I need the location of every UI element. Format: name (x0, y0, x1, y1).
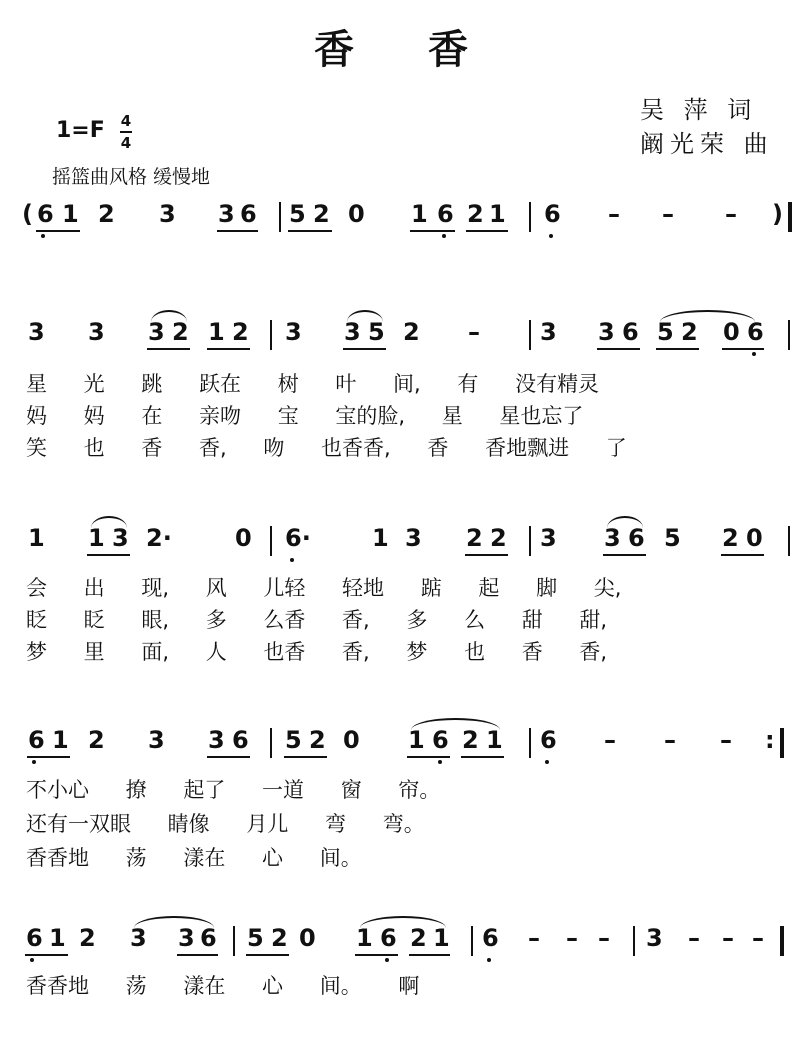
line1-note: 5 (368, 318, 385, 346)
intro-note: 3 (218, 200, 235, 228)
line4-note: 1 (433, 924, 450, 952)
line1-note: 5 (657, 318, 674, 346)
beam (407, 756, 450, 758)
line2-note: 1 (28, 524, 45, 552)
slur (660, 310, 755, 322)
line2-note: 0 (235, 524, 252, 552)
intro-note: 6 (544, 200, 561, 228)
barline (529, 202, 531, 232)
line2-note: 2· (146, 524, 172, 552)
low-octave-dot (385, 958, 389, 962)
beam (597, 348, 640, 350)
intro-note: 1 (411, 200, 428, 228)
low-octave-dot (545, 760, 549, 764)
line3-note: 2 (309, 726, 326, 754)
line1-note: 3 (344, 318, 361, 346)
intro-note: 2 (313, 200, 330, 228)
intro-note: 6 (240, 200, 257, 228)
line2-note: 5 (664, 524, 681, 552)
barline (788, 320, 790, 350)
barline (471, 926, 473, 956)
beam (461, 756, 504, 758)
barline (780, 926, 784, 956)
line4-note: 2 (271, 924, 288, 952)
line3-note: 1 (408, 726, 425, 754)
meter-top: 4 (120, 112, 132, 130)
line3-note: 1 (486, 726, 503, 754)
line4-note: 6 (380, 924, 397, 952)
low-octave-dot (30, 958, 34, 962)
line1-note: 3 (148, 318, 165, 346)
line1-note: 6 (622, 318, 639, 346)
line2-note: 6· (285, 524, 311, 552)
barline (788, 202, 792, 232)
line3-note: 1 (52, 726, 69, 754)
line3-note: 6 (540, 726, 557, 754)
line3-note: – (720, 726, 732, 754)
beam (722, 348, 764, 350)
line1-note: 6 (747, 318, 764, 346)
line3-note: – (664, 726, 676, 754)
low-octave-dot (442, 234, 446, 238)
barline (529, 526, 531, 556)
beam (656, 348, 699, 350)
intro-paren-open: ( (22, 200, 33, 228)
barline (788, 526, 790, 556)
composer-credit: 阚光荣 曲 (640, 130, 774, 158)
line4-note: – (722, 924, 734, 952)
line3-lyric-1: 不小心 撩 起了 一道 窗 帘。 (26, 778, 441, 802)
line3-note: 5 (285, 726, 302, 754)
line4-lyric-1: 香香地 荡 漾在 心 间。 啊 (26, 974, 420, 998)
beam (207, 756, 250, 758)
beam (466, 230, 508, 232)
beam (25, 954, 68, 956)
low-octave-dot (438, 760, 442, 764)
line4-note: 6 (200, 924, 217, 952)
low-octave-dot (41, 234, 45, 238)
low-octave-dot (549, 234, 553, 238)
beam (246, 954, 289, 956)
barline (780, 728, 784, 758)
beam (217, 230, 258, 232)
line4-note: 6 (482, 924, 499, 952)
line4-note: 1 (49, 924, 66, 952)
slur (607, 516, 643, 528)
line2-lyric-3: 梦 里 面, 人 也香 香, 梦 也 香 香, (26, 640, 608, 664)
line4-note: 0 (299, 924, 316, 952)
line4-note: 2 (79, 924, 96, 952)
line3-note: 3 (148, 726, 165, 754)
slur (91, 516, 127, 528)
line4-note: – (752, 924, 764, 952)
line4-note: 1 (356, 924, 373, 952)
intro-note: – (608, 200, 620, 228)
line1-note: 3 (88, 318, 105, 346)
slur (360, 916, 446, 928)
barline (270, 728, 272, 758)
lyricist-credit: 吴 萍 词 (640, 96, 758, 124)
barline (279, 202, 281, 232)
intro-note: 6 (437, 200, 454, 228)
line2-note: 2 (722, 524, 739, 552)
beam (87, 554, 130, 556)
line1-note: 3 (598, 318, 615, 346)
slur (151, 310, 187, 322)
intro-paren-close: ) (772, 200, 783, 228)
intro-note: 1 (489, 200, 506, 228)
line1-note: 0 (723, 318, 740, 346)
line3-note: 2 (88, 726, 105, 754)
line2-note: 1 (372, 524, 389, 552)
beam (343, 348, 386, 350)
line1-note: 2 (232, 318, 249, 346)
line1-note: 3 (285, 318, 302, 346)
line2-note: 2 (490, 524, 507, 552)
line1-note: 2 (172, 318, 189, 346)
beam (288, 230, 332, 232)
barline (529, 728, 531, 758)
beam (147, 348, 190, 350)
line4-note: 3 (646, 924, 663, 952)
line1-lyric-2: 妈 妈 在 亲吻 宝 宝的脸, 星 星也忘了 (26, 404, 584, 428)
line2-note: 0 (746, 524, 763, 552)
line4-note: – (566, 924, 578, 952)
low-octave-dot (32, 760, 36, 764)
line4-note: 3 (178, 924, 195, 952)
beam (284, 756, 327, 758)
line1-lyric-1: 星 光 跳 跃在 树 叶 间, 有 没有精灵 (26, 372, 600, 396)
line1-note: – (468, 318, 480, 346)
intro-note: 0 (348, 200, 365, 228)
beam (409, 954, 450, 956)
barline (529, 320, 531, 350)
line3-lyric-2: 还有一双眼 睛像 月儿 弯 弯。 (26, 812, 425, 836)
beam (27, 756, 70, 758)
line3-note: 6 (232, 726, 249, 754)
intro-note: 2 (98, 200, 115, 228)
slur (411, 718, 500, 730)
line3-note: 3 (208, 726, 225, 754)
beam (721, 554, 764, 556)
line2-note: 2 (466, 524, 483, 552)
line2-note: 6 (628, 524, 645, 552)
low-octave-dot (487, 958, 491, 962)
barline (633, 926, 635, 956)
tempo-marking: 摇篮曲风格 缓慢地 (52, 166, 211, 188)
line4-note: – (688, 924, 700, 952)
line2-note: 3 (112, 524, 129, 552)
line1-note: 2 (681, 318, 698, 346)
line1-lyric-3: 笑 也 香 香, 吻 也香香, 香 香地飘进 了 (26, 436, 627, 460)
line4-note: – (598, 924, 610, 952)
line3-note: 6 (432, 726, 449, 754)
line2-note: 3 (405, 524, 422, 552)
line3-note: : (765, 726, 775, 754)
beam (603, 554, 646, 556)
barline (270, 320, 272, 350)
line1-note: 3 (28, 318, 45, 346)
meter-bottom: 4 (120, 134, 132, 152)
line2-note: 3 (604, 524, 621, 552)
intro-note: 2 (467, 200, 484, 228)
line4-note: – (528, 924, 540, 952)
line1-note: 1 (208, 318, 225, 346)
slur (134, 916, 214, 928)
line3-note: 0 (343, 726, 360, 754)
barline (270, 526, 272, 556)
intro-note: 1 (62, 200, 79, 228)
line4-note: 2 (410, 924, 427, 952)
line4-note: 3 (130, 924, 147, 952)
line3-lyric-3: 香香地 荡 漾在 心 间。 (26, 846, 362, 870)
line2-lyric-2: 眨 眨 眼, 多 么香 香, 多 么 甜 甜, (26, 608, 608, 632)
intro-note: – (662, 200, 674, 228)
time-signature (120, 112, 132, 152)
intro-note: 6 (37, 200, 54, 228)
line4-note: 6 (26, 924, 43, 952)
beam (355, 954, 398, 956)
line1-note: 3 (540, 318, 557, 346)
intro-note: – (725, 200, 737, 228)
line2-lyric-1: 会 出 现, 风 儿轻 轻地 踮 起 脚 尖, (26, 576, 622, 600)
line4-note: 5 (247, 924, 264, 952)
line2-note: 3 (540, 524, 557, 552)
line2-note: 1 (88, 524, 105, 552)
line3-note: – (604, 726, 616, 754)
line3-note: 6 (28, 726, 45, 754)
low-octave-dot (290, 558, 294, 562)
barline (233, 926, 235, 956)
song-title: 香 香 (314, 27, 498, 73)
beam (465, 554, 508, 556)
intro-note: 3 (159, 200, 176, 228)
beam (36, 230, 80, 232)
intro-note: 5 (289, 200, 306, 228)
line1-note: 2 (403, 318, 420, 346)
low-octave-dot (752, 352, 756, 356)
beam (207, 348, 250, 350)
beam (410, 230, 455, 232)
line3-note: 2 (462, 726, 479, 754)
slur (347, 310, 383, 322)
beam (177, 954, 218, 956)
key-signature: 1=F (56, 118, 105, 143)
